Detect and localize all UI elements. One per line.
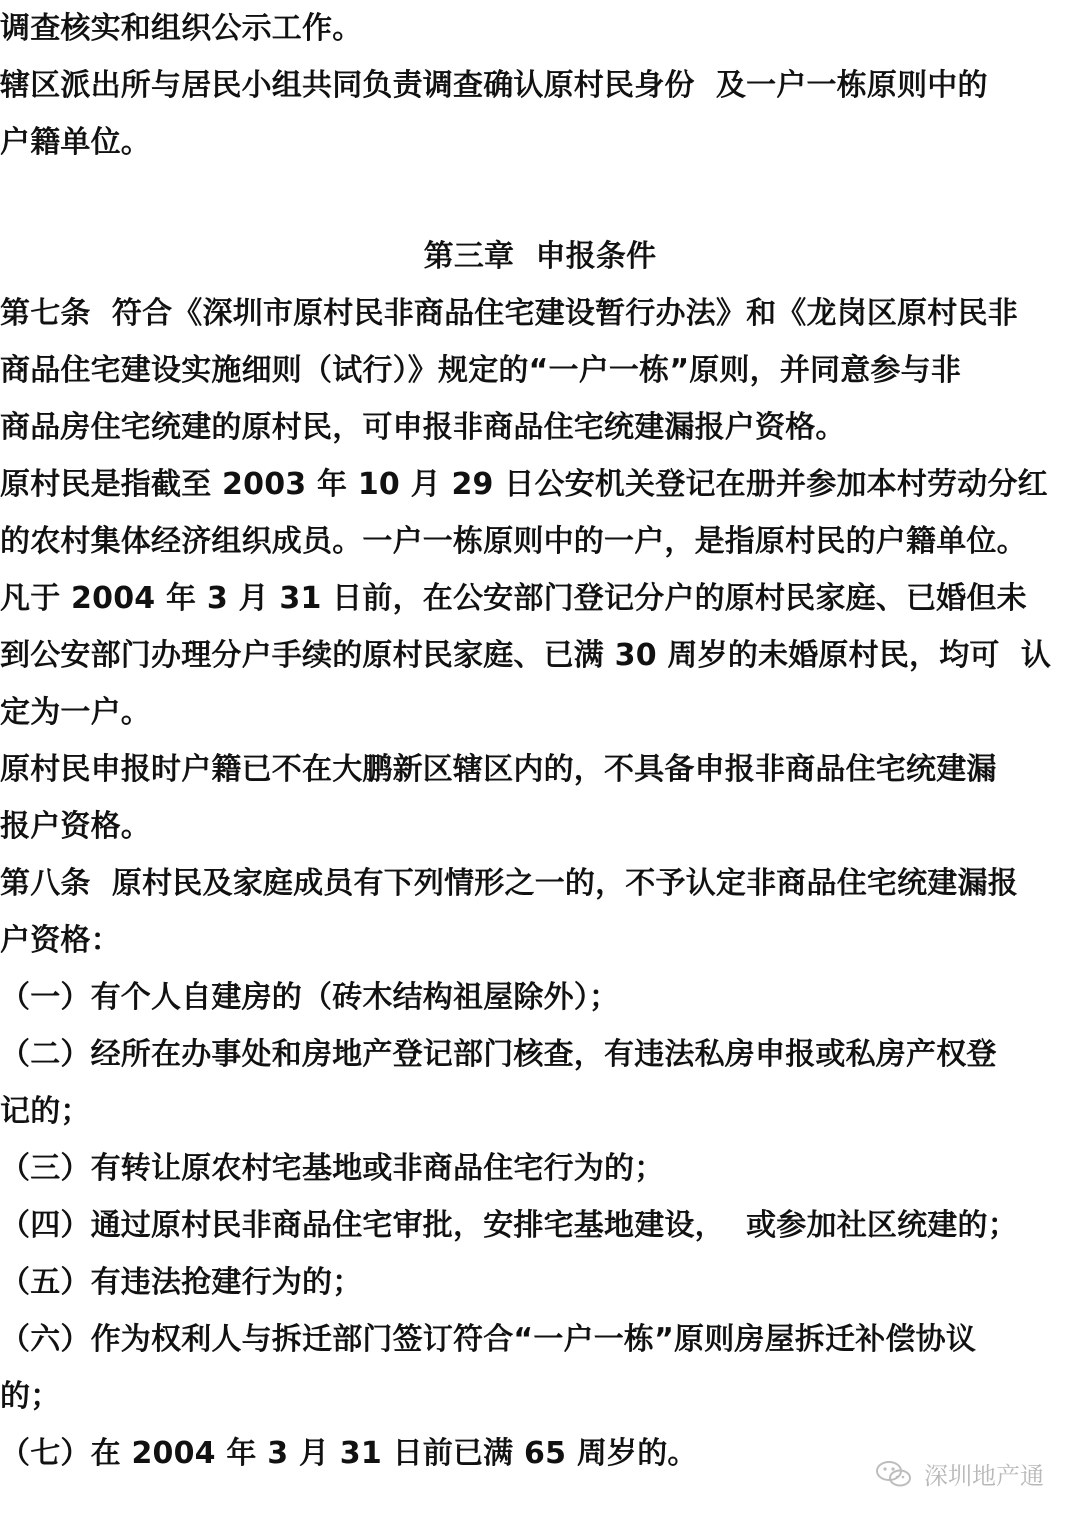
article-8-line: 第八条 原村民及家庭成员有下列情形之一的，不予认定非商品住宅统建漏报 xyxy=(0,866,1018,901)
text-line: 记的； xyxy=(0,1094,91,1129)
text-line: 户籍单位。 xyxy=(0,125,151,160)
list-item: （六）作为权利人与拆迁部门签订符合“一户一栋”原则房屋拆迁补偿协议 xyxy=(0,1322,977,1357)
text-line: 原村民申报时户籍已不在大鹏新区辖区内的，不具备申报非商品住宅统建漏 xyxy=(0,752,997,787)
text-line: 报户资格。 xyxy=(0,809,151,844)
list-item: （二）经所在办事处和房地产登记部门核查，有违法私房申报或私房产权登 xyxy=(0,1037,997,1072)
wechat-icon xyxy=(874,1459,914,1489)
text-line: 原村民是指截至 2003 年 10 月 29 日公安机关登记在册并参加本村劳动分红 xyxy=(0,467,1048,502)
text-line: 商品住宅建设实施细则（试行）》规定的“一户一栋”原则，并同意参与非 xyxy=(0,353,962,388)
watermark-text: 深圳地产通 xyxy=(924,1462,1044,1490)
chapter-heading: 第三章 申报条件 xyxy=(423,239,657,274)
list-item: （七）在 2004 年 3 月 31 日前已满 65 周岁的。 xyxy=(0,1436,698,1471)
list-item: （四）通过原村民非商品住宅审批，安排宅基地建设， 或参加社区统建的； xyxy=(0,1208,1018,1243)
text-line: 调查核实和组织公示工作。 xyxy=(0,11,363,46)
list-item: （一）有个人自建房的（砖木结构祖屋除外）； xyxy=(0,980,620,1015)
list-item: （三）有转让原农村宅基地或非商品住宅行为的； xyxy=(0,1151,665,1186)
text-line: 定为一户。 xyxy=(0,695,151,730)
text-line: 凡于 2004 年 3 月 31 日前，在公安部门登记分户的原村民家庭、已婚但未 xyxy=(0,581,1027,616)
list-item: （五）有违法抢建行为的； xyxy=(0,1265,363,1300)
article-7-line: 第七条 符合《深圳市原村民非商品住宅建设暂行办法》和《龙岗区原村民非 xyxy=(0,296,1018,331)
text-line: 辖区派出所与居民小组共同负责调查确认原村民身份 及一户一栋原则中的 xyxy=(0,68,988,103)
watermark xyxy=(874,1456,1044,1491)
text-line: 商品房住宅统建的原村民，可申报非商品住宅统建漏报户资格。 xyxy=(0,410,846,445)
text-line: 的农村集体经济组织成员。一户一栋原则中的一户，是指原村民的户籍单位。 xyxy=(0,524,1027,559)
text-line: 的； xyxy=(0,1379,61,1414)
text-line: 到公安部门办理分户手续的原村民家庭、已满 30 周岁的未婚原村民，均可 认 xyxy=(0,638,1052,673)
text-line: 户资格： xyxy=(0,923,121,958)
